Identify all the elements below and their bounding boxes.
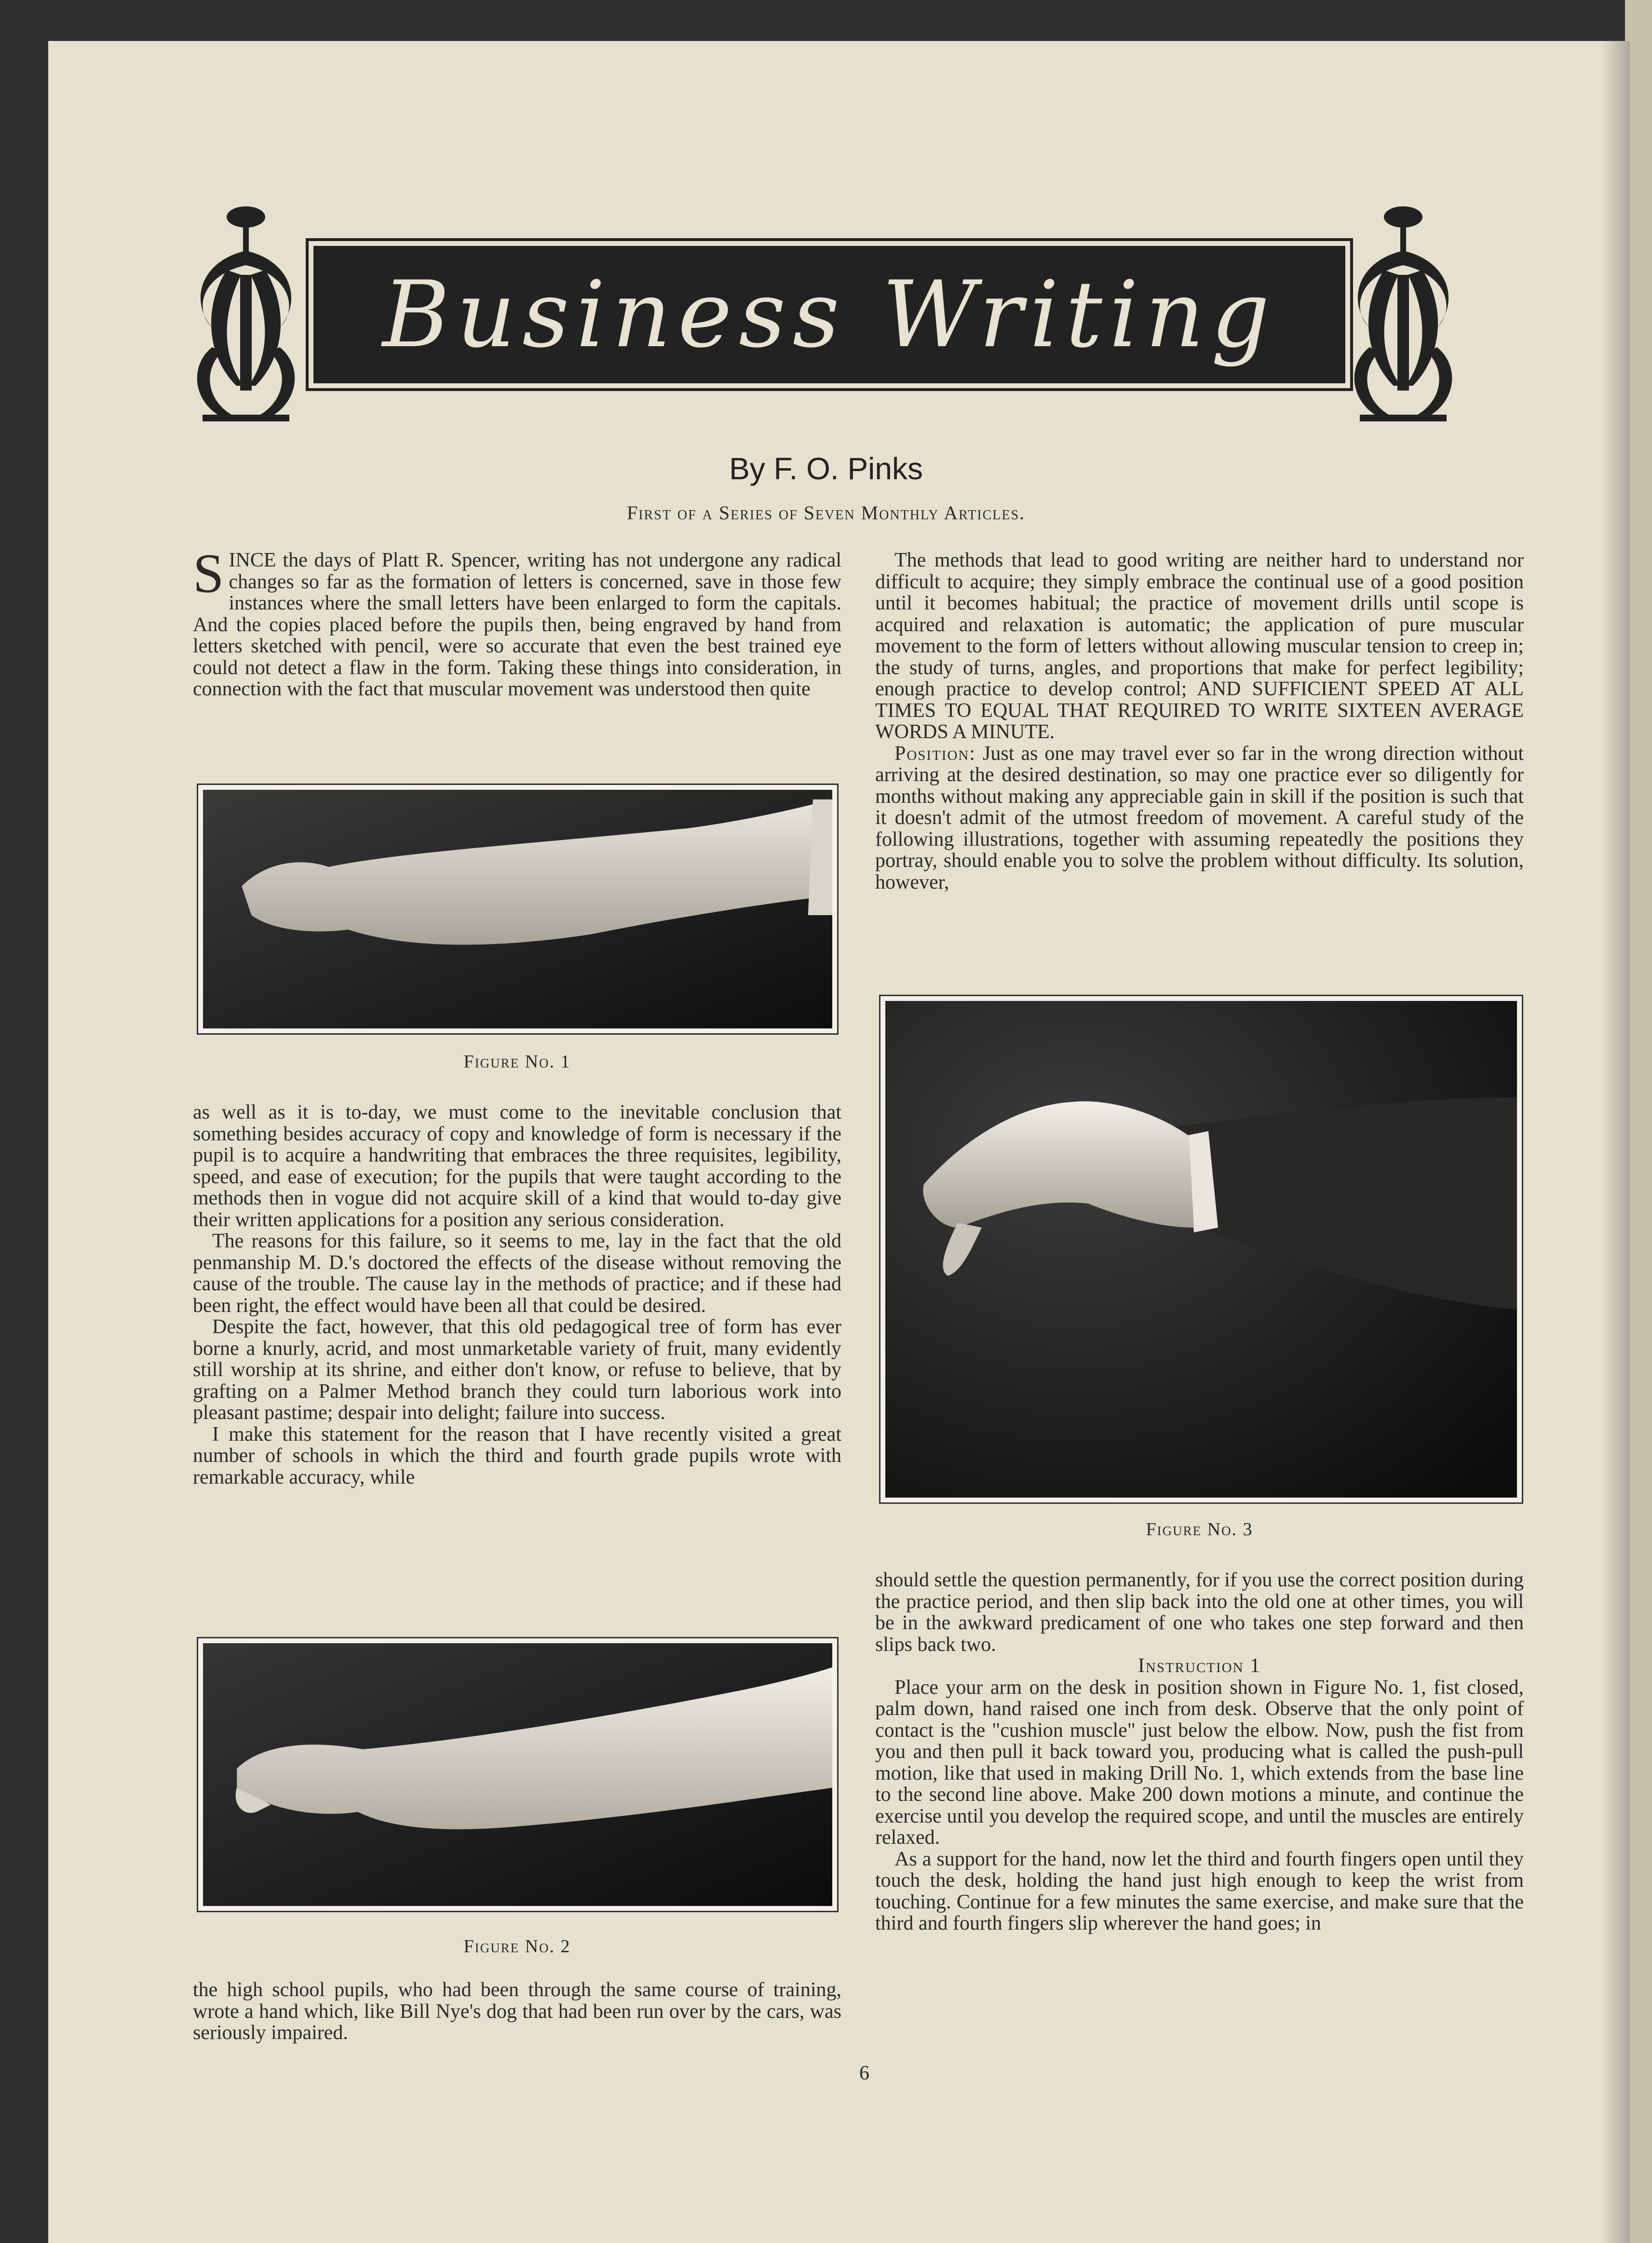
writing-hand-image: [885, 1001, 1517, 1498]
paragraph: As a support for the hand, now let the third and fourth fingers open until they touch the desk, holding the hand just high enough to keep the wrist from touching. Continue for a few minutes the same exercise, and make sure that the third and fourth fingers slip wherever the hand goes; in: [875, 1848, 1524, 1934]
figure-1-photo: [197, 784, 839, 1035]
figure-2-caption: Figure No. 2: [463, 1936, 571, 1957]
paragraph: The reasons for this failure, so it seems to me, lay in the fact that the old penmanship M. D.'s doctored the effects of the disease without removing the cause of the trouble. The cause lay in the methods of practice; and if these had been right, the effect would have been all that could be desired.: [193, 1230, 841, 1317]
paragraph: the high school pupils, who had been through the same course of training, wrote a hand which, like Bill Nye's dog that had been run over by the cars, was seriously impaired.: [193, 1979, 841, 2044]
figure-3-photo: [879, 995, 1523, 1504]
intro-paragraph: SINCE the days of Platt R. Spencer, writing has not undergone any radical changes so far as the formation of letters is concerned, save in those few instances where the small letters have been enlarged to form the capitals. And the copies placed before the pupils then, being engraved by hand from letters sketched with pencil, were so accurate that even the best trained eye could not detect a flaw in the form. Taking these things into consideration, in connection with the fact that muscular movement was understood then quite: [193, 543, 841, 700]
paragraph: as well as it is to-day, we must come to the inevitable conclusion that something besides accuracy of copy and knowledge of form is necessary if the pupil is to acquire a handwriting that embraces the three requisites, legibility, speed, and ease of execution; for the pupils that were taught according to the methods then in vogue did not acquire skill of a kind that would to-day give their written applications for a position any serious consideration.: [193, 1101, 841, 1231]
position-label: Position:: [894, 742, 976, 765]
paragraph: Despite the fact, however, that this old pedagogical tree of form has ever borne a knurly, acrid, and most unmarketable variety of fruit, many evidently still worship at its shrine, and either don't know, or refuse to believe, that by grafting on a Palmer Method branch they could turn laborious work into pleasant pastime; despair into delight; failure into success.: [193, 1316, 841, 1424]
paragraph: I make this statement for the reason that I have recently visited a great number of schools in which the third and fourth grade pupils wrote with remarkable accuracy, while: [193, 1423, 841, 1488]
right-column-top: [875, 550, 1524, 893]
page-number: 6: [859, 2062, 869, 2084]
left-column-top: [193, 543, 841, 700]
fist-arm-image: [203, 790, 832, 1028]
instruction-heading: Instruction 1: [1137, 1655, 1261, 1677]
byline: By F. O. Pinks: [729, 451, 923, 486]
drop-cap: S: [193, 543, 224, 605]
paragraph: The methods that lead to good writing are neither hard to understand nor difficult to acquire; they simply embrace the continual use of a good position until it becomes habitual; the practice of movement drills until scope is acquired and relaxation is automatic; the application of pure muscular movement to the form of letters without allowing muscular tension to creep in; the study of turns, angles, and proportions that make for perfect legibility; enough practice to develop control; AND SUFFICIENT SPEED AT ALL TIMES TO EQUAL THAT REQUIRED TO WRITE SIXTEEN AVERAGE WORDS A MINUTE.: [875, 549, 1524, 743]
title-box: [313, 246, 1345, 383]
paragraph: Place your arm on the desk in position shown in Figure No. 1, fist closed, palm down, hand raised one inch from desk. Observe that the only point of contact is the "cushion muscle" just below the elbow. Now, push the fist from you and then pull it back toward you, producing what is called the push-pull motion, like that used in making Drill No. 1, which extends from the base line to the second line above. Make 200 down motions a minute, and continue the exercise until you develop the required scope, and until the muscles are entirely relaxed.: [875, 1676, 1524, 1849]
hand-on-desk-image: [203, 1643, 832, 1906]
paragraph: should settle the question permanently, for if you use the correct position during the practice period, and then slip back into the old one at other times, you will be in the awkward predicament of one who takes one step forward and then slips back two.: [875, 1569, 1524, 1656]
art-nouveau-ornament-right: [1341, 203, 1466, 429]
art-nouveau-ornament-left: [183, 203, 309, 429]
left-column-bottom: [193, 1979, 841, 2044]
left-column-middle: [193, 1102, 841, 1488]
series-subtitle: First of a Series of Seven Monthly Articles.: [626, 502, 1026, 524]
page-title: Business Writing: [382, 261, 1276, 368]
position-paragraph: Position: Just as one may travel ever so far in the wrong direction without arriving at the desired destination, so may one practice ever so diligently for months without making any appreciable gain in skill if the position is such that it doesn't admit of the utmost freedom of movement. A careful study of the following illustrations, together with assuming repeatedly the positions they portray, should enable you to solve the problem without difficulty. Its solution, however,: [875, 742, 1524, 893]
figure-1-caption: Figure No. 1: [463, 1052, 571, 1072]
figure-2-photo: [197, 1637, 839, 1912]
right-column-bottom: [875, 1569, 1524, 1934]
figure-3-caption: Figure No. 3: [1146, 1519, 1253, 1540]
header-banner: [183, 203, 1466, 429]
